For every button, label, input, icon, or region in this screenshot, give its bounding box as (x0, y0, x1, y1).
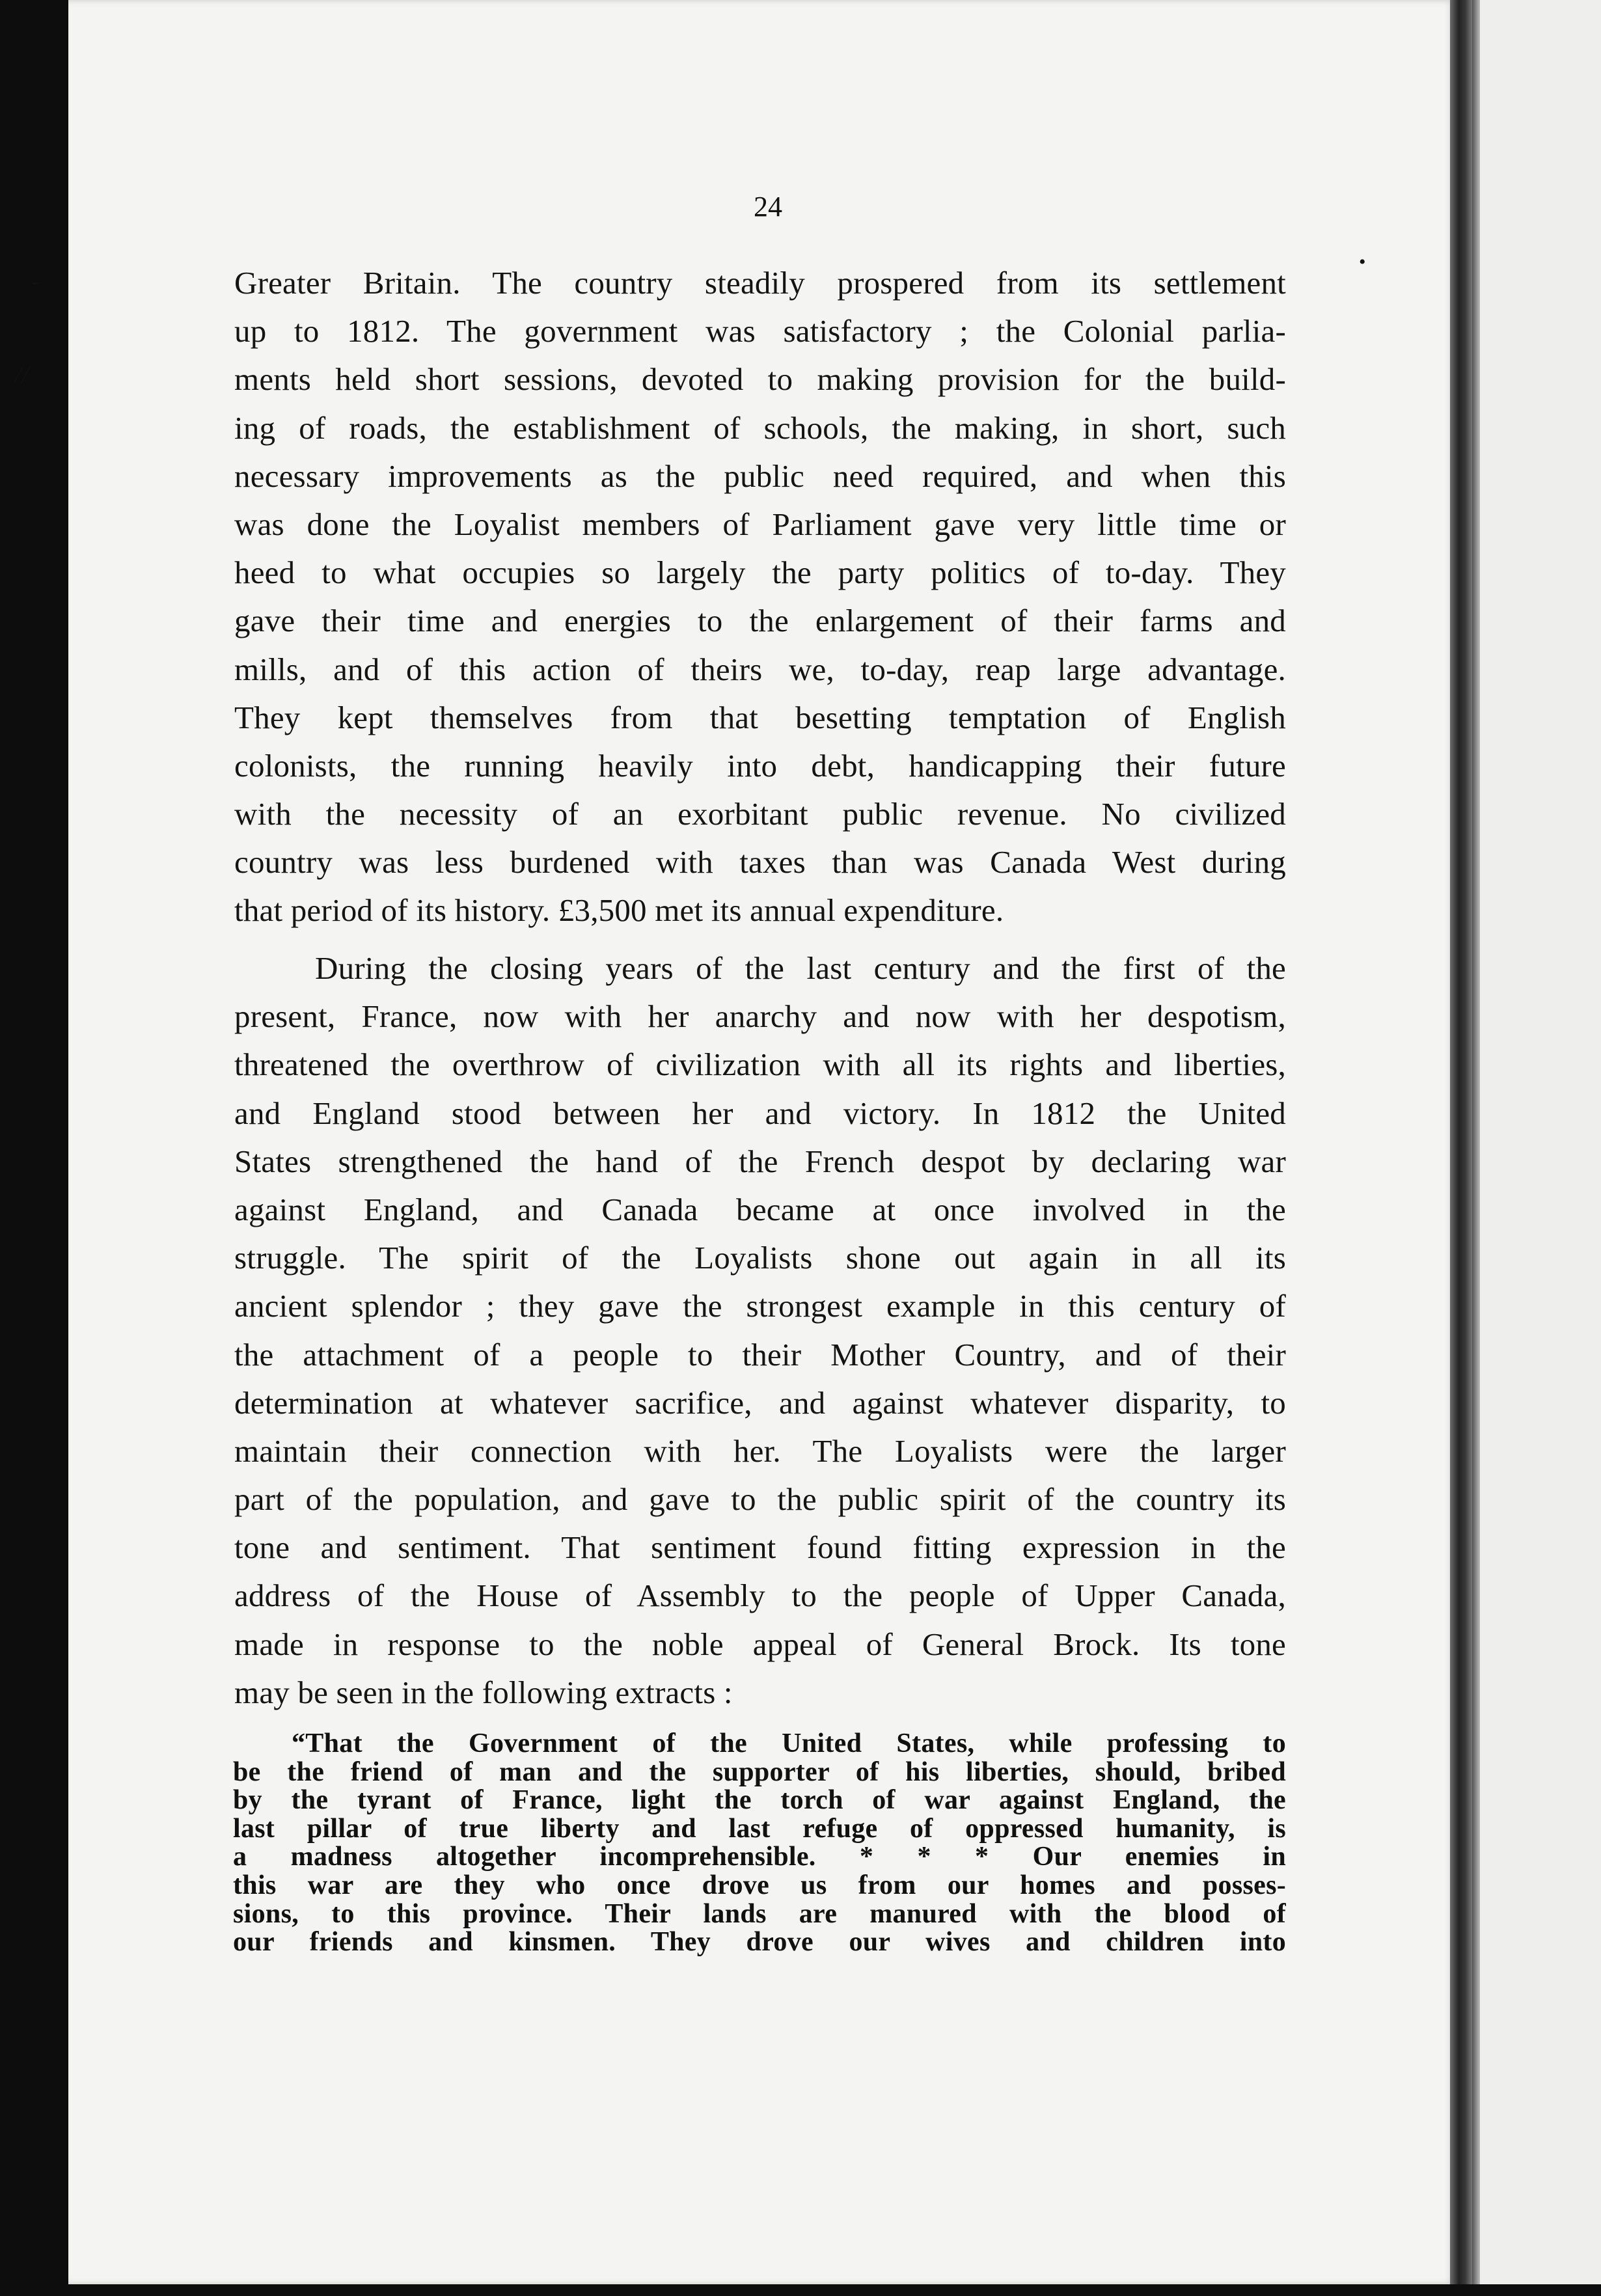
text-line: States strengthened the hand of the French despot by declaring war (234, 1143, 1286, 1179)
quote-line: our friends and kinsmen. They drove our wives and children into (233, 1928, 1286, 1957)
text-line: was done the Loyalist members of Parliament gave very little time or (234, 506, 1286, 542)
text-line: They kept themselves from that besetting temptation of English (234, 699, 1286, 735)
text-line: heed to what occupies so largely the party politics of to-day. They (234, 554, 1286, 591)
book-gutter (1450, 0, 1472, 2284)
text-line: gave their time and energies to the enlargement of their farms and (234, 603, 1286, 639)
margin-dot-mark: • (1359, 251, 1366, 273)
text-line: address of the House of Assembly to the people of Upper Canada, (234, 1578, 1286, 1614)
quote-line: “That the Government of the United States, while professing to (292, 1730, 1286, 1758)
text-line: the attachment of a people to their Mother Country, and of their (234, 1336, 1286, 1373)
text-line: Greater Britain. The country steadily prospered from its settlement (234, 265, 1286, 301)
quote-line: sions, to this province. Their lands are manured with the blood of (233, 1900, 1286, 1929)
text-line: against England, and Canada became at once involved in the (234, 1191, 1286, 1227)
text-line: maintain their connection with her. The Loyalists were the larger (234, 1432, 1286, 1469)
margin-double-bar-mark: // (14, 360, 29, 389)
text-line: threatened the overthrow of civilization with all its rights and liberties, (234, 1046, 1286, 1083)
facing-page-edge (1472, 0, 1601, 2284)
text-line: ancient splendor ; they gave the strongest example in this century of (234, 1288, 1286, 1324)
quote-line: by the tyrant of France, light the torch of war against England, the (233, 1786, 1286, 1815)
text-line: up to 1812. The government was satisfactory ; the Colonial parlia- (234, 313, 1286, 349)
text-line: may be seen in the following extracts : (234, 1674, 733, 1710)
quote-line: this war are they who once drove us from our homes and posses- (233, 1871, 1286, 1900)
text-line: During the closing years of the last century and the first of the (315, 950, 1286, 986)
text-line: made in response to the noble appeal of General Brock. Its tone (234, 1626, 1286, 1662)
text-line: country was less burdened with taxes than was Canada West during (234, 844, 1286, 881)
quote-line: be the friend of man and the supporter of his liberties, should, bribed (233, 1758, 1286, 1787)
text-line: mills, and of this action of theirs we, to-day, reap large advantage. (234, 651, 1286, 687)
quote-line: a madness altogether incomprehensible. * * * Our enemies in (233, 1843, 1286, 1872)
text-line: part of the population, and gave to the public spirit of the country its (234, 1481, 1286, 1518)
text-line: with the necessity of an exorbitant public revenue. No civilized (234, 796, 1286, 832)
text-line: ments held short sessions, devoted to making provision for the build- (234, 361, 1286, 398)
text-line: ing of roads, the establishment of schools, the making, in short, such (234, 409, 1286, 446)
text-line: present, France, now with her anarchy and now with her despotism, (234, 998, 1286, 1035)
paragraph-1 (234, 259, 1286, 935)
text-line: colonists, the running heavily into debt, handicapping their future (234, 747, 1286, 784)
text-line: and England stood between her and victory. In 1812 the United (234, 1095, 1286, 1131)
margin-dash-mark: - (31, 266, 40, 295)
text-line: that period of its history. £3,500 met its annual expenditure. (234, 892, 1004, 929)
text-line: necessary improvements as the public need required, and when this (234, 458, 1286, 494)
text-line: struggle. The spirit of the Loyalists shone out again in all its (234, 1240, 1286, 1276)
text-line: determination at whatever sacrifice, and against whatever disparity, to (234, 1384, 1286, 1421)
text-line: tone and sentiment. That sentiment found fitting expression in the (234, 1529, 1286, 1566)
quote-line: last pillar of true liberty and last refuge of oppressed humanity, is (233, 1814, 1286, 1844)
page-number: 24 (754, 191, 782, 223)
block-quotation (233, 1730, 1286, 1957)
paragraph-2 (234, 944, 1286, 1717)
